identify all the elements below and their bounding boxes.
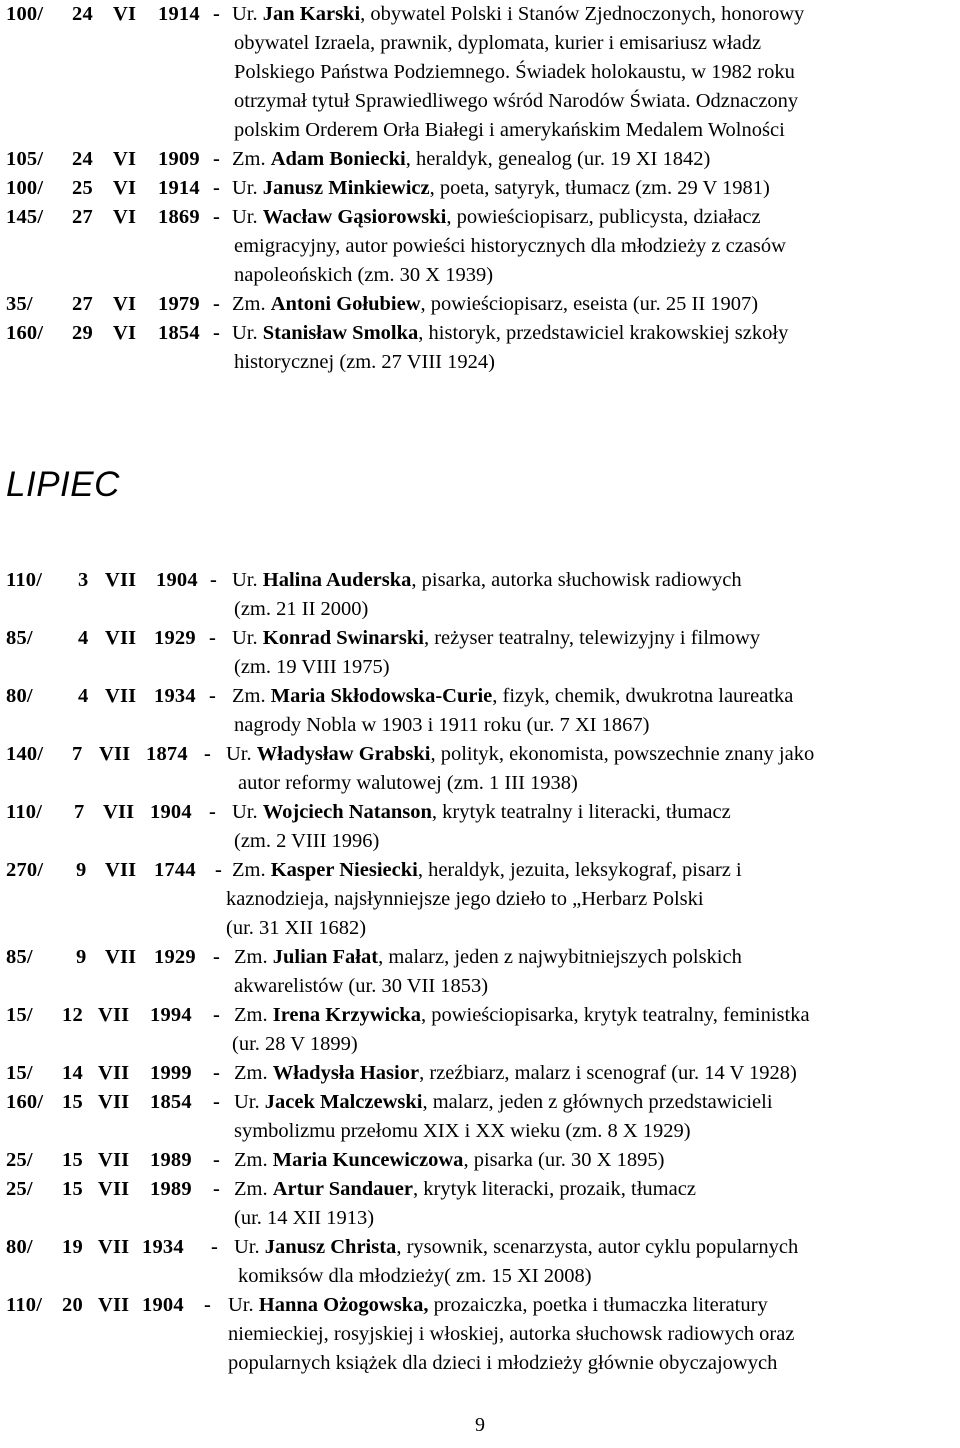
entry-description: historycznej (zm. 27 VIII 1924) bbox=[234, 351, 495, 373]
entry-month: VII bbox=[98, 1236, 130, 1258]
entry-continuation-line bbox=[6, 1262, 960, 1291]
entry-year: 1904 bbox=[150, 801, 192, 823]
entry-continuation-line bbox=[6, 58, 960, 87]
entry-dash: - bbox=[213, 293, 221, 315]
entry-day: 15 bbox=[62, 1149, 83, 1171]
entry-description: , pisarka, autorka słuchowisk radiowych bbox=[411, 569, 742, 591]
entry-continuation-line bbox=[6, 261, 960, 290]
entry-description: polskim Orderem Orła Białegi i amerykańskim Medalem Wolności bbox=[234, 119, 785, 141]
entry-day: 20 bbox=[62, 1294, 83, 1316]
entry-month: VII bbox=[105, 859, 137, 881]
entry-continuation-line bbox=[6, 116, 960, 145]
entry-year: 1934 bbox=[154, 685, 196, 707]
entry-description: (zm. 2 VIII 1996) bbox=[234, 830, 380, 852]
entry-month: VII bbox=[98, 1091, 130, 1113]
event-type: Ur. bbox=[232, 206, 263, 228]
entry-dash: - bbox=[213, 206, 221, 228]
event-type: Ur. bbox=[232, 177, 263, 199]
entry-text bbox=[232, 0, 804, 29]
entry-day: 7 bbox=[74, 801, 85, 823]
anniversary-number: 80/ bbox=[6, 685, 33, 707]
anniversary-number: 160/ bbox=[6, 1091, 44, 1113]
entry-first-line bbox=[6, 174, 960, 203]
entry-dash: - bbox=[204, 743, 212, 765]
anniversary-number: 140/ bbox=[6, 743, 44, 765]
entry-text bbox=[232, 566, 742, 595]
person-name: Halina Auderska bbox=[262, 569, 412, 591]
entry-month: VI bbox=[113, 322, 137, 344]
entry-continuation-line bbox=[6, 1117, 960, 1146]
entry-description: otrzymał tytuł Sprawiedliwego wśród Narodów Świata. Odznaczony bbox=[234, 90, 799, 112]
entry-day: 7 bbox=[72, 743, 83, 765]
june-section bbox=[6, 0, 960, 377]
entry-description: napoleońskich (zm. 30 X 1939) bbox=[234, 264, 494, 286]
entry-first-line bbox=[6, 1175, 960, 1204]
person-name: Kasper Niesiecki bbox=[270, 859, 418, 881]
entry-description: (ur. 31 XII 1682) bbox=[226, 917, 367, 939]
entry-text bbox=[232, 174, 770, 203]
entry-year: 1929 bbox=[154, 627, 196, 649]
anniversary-number: 110/ bbox=[6, 569, 43, 591]
calendar-entry bbox=[6, 624, 960, 682]
entry-first-line bbox=[6, 943, 960, 972]
entry-description: , krytyk literacki, prozaik, tłumacz bbox=[413, 1178, 696, 1200]
entry-month: VII bbox=[105, 627, 137, 649]
entry-dash: - bbox=[213, 177, 221, 199]
entry-description: , malarz, jeden z głównych przedstawicieli bbox=[422, 1091, 773, 1113]
person-name: Hanna Ożogowska, bbox=[258, 1294, 429, 1316]
calendar-entry bbox=[6, 682, 960, 740]
entry-day: 14 bbox=[62, 1062, 83, 1084]
entry-first-line bbox=[6, 1088, 960, 1117]
anniversary-number: 160/ bbox=[6, 322, 44, 344]
entry-year: 1989 bbox=[150, 1149, 192, 1171]
entry-description: , malarz, jeden z najwybitniejszych polskich bbox=[378, 946, 742, 968]
entry-year: 1914 bbox=[158, 177, 200, 199]
july-section bbox=[6, 566, 960, 1378]
entry-continuation-line bbox=[6, 595, 960, 624]
entry-first-line bbox=[6, 1001, 960, 1030]
calendar-entry bbox=[6, 203, 960, 290]
entry-text bbox=[232, 798, 731, 827]
entry-description: Polskiego Państwa Podziemnego. Świadek holokaustu, w 1982 roku bbox=[234, 61, 795, 83]
anniversary-number: 110/ bbox=[6, 1294, 43, 1316]
entry-first-line bbox=[6, 566, 960, 595]
entry-day: 9 bbox=[76, 859, 87, 881]
entry-year: 1744 bbox=[154, 859, 196, 881]
person-name: Maria Skłodowska-Curie bbox=[270, 685, 493, 707]
entry-description: niemieckiej, rosyjskiej i włoskiej, autorka słuchowsk radiowych oraz bbox=[228, 1323, 795, 1345]
entry-description: komiksów dla młodzieży( zm. 15 XI 2008) bbox=[238, 1265, 592, 1287]
entry-description: , obywatel Polski i Stanów Zjednoczonych, honorowy bbox=[360, 3, 805, 25]
entry-dash: - bbox=[211, 1236, 219, 1258]
calendar-entry bbox=[6, 0, 960, 145]
entry-year: 1874 bbox=[146, 743, 188, 765]
entry-text bbox=[232, 145, 710, 174]
calendar-entry bbox=[6, 145, 960, 174]
entry-continuation-line bbox=[6, 1320, 960, 1349]
entry-text bbox=[234, 1175, 696, 1204]
entry-first-line bbox=[6, 0, 960, 29]
event-type: Zm. bbox=[234, 946, 273, 968]
person-name: Maria Kuncewiczowa bbox=[272, 1149, 464, 1171]
entry-continuation-line bbox=[6, 1204, 960, 1233]
entry-day: 4 bbox=[78, 685, 89, 707]
entry-continuation-line bbox=[6, 29, 960, 58]
person-name: Jan Karski bbox=[262, 3, 361, 25]
entry-description: (ur. 14 XII 1913) bbox=[234, 1207, 375, 1229]
event-type: Ur. bbox=[234, 1236, 265, 1258]
entry-text bbox=[226, 740, 814, 769]
event-type: Ur. bbox=[226, 743, 257, 765]
event-type: Zm. bbox=[234, 1062, 273, 1084]
entry-day: 12 bbox=[62, 1004, 83, 1026]
event-type: Ur. bbox=[234, 1091, 265, 1113]
entry-continuation-line bbox=[6, 972, 960, 1001]
entry-day: 15 bbox=[62, 1091, 83, 1113]
entry-description: (zm. 21 II 2000) bbox=[234, 598, 369, 620]
entry-continuation-line bbox=[6, 1030, 960, 1059]
entry-month: VI bbox=[113, 206, 137, 228]
calendar-entry bbox=[6, 856, 960, 943]
entry-year: 1999 bbox=[150, 1062, 192, 1084]
entry-day: 15 bbox=[62, 1178, 83, 1200]
entry-first-line bbox=[6, 145, 960, 174]
entry-first-line bbox=[6, 1233, 960, 1262]
entry-day: 24 bbox=[72, 3, 93, 25]
anniversary-number: 15/ bbox=[6, 1062, 33, 1084]
page-number: 9 bbox=[475, 1414, 485, 1436]
person-name: Konrad Swinarski bbox=[262, 627, 424, 649]
person-name: Artur Sandauer bbox=[272, 1178, 414, 1200]
person-name: Władysław Grabski bbox=[256, 743, 431, 765]
entry-continuation-line bbox=[6, 711, 960, 740]
entry-month: VII bbox=[99, 743, 131, 765]
entry-description: prozaiczka, poetka i tłumaczka literatury bbox=[428, 1294, 768, 1316]
anniversary-number: 100/ bbox=[6, 3, 44, 25]
entry-dash: - bbox=[213, 1062, 221, 1084]
entry-month: VI bbox=[113, 293, 137, 315]
entry-description: , fizyk, chemik, dwukrotna laureatka bbox=[492, 685, 794, 707]
entry-text bbox=[228, 1291, 768, 1320]
person-name: Wojciech Natanson bbox=[262, 801, 432, 823]
event-type: Ur. bbox=[232, 627, 263, 649]
entry-description: , poeta, satyryk, tłumacz (zm. 29 V 1981) bbox=[429, 177, 770, 199]
entry-dash: - bbox=[213, 1149, 221, 1171]
entry-month: VII bbox=[105, 685, 137, 707]
entry-text bbox=[232, 682, 793, 711]
entry-description: emigracyjny, autor powieści historycznych dla młodzieży z czasów bbox=[234, 235, 786, 257]
entry-year: 1914 bbox=[158, 3, 200, 25]
entry-dash: - bbox=[204, 1294, 212, 1316]
anniversary-number: 25/ bbox=[6, 1149, 33, 1171]
calendar-entry bbox=[6, 319, 960, 377]
entry-dash: - bbox=[213, 1091, 221, 1113]
entry-description: nagrody Nobla w 1903 i 1911 roku (ur. 7 XI 1867) bbox=[234, 714, 650, 736]
entry-description: akwarelistów (ur. 30 VII 1853) bbox=[234, 975, 489, 997]
entry-day: 4 bbox=[78, 627, 89, 649]
entry-description: kaznodzieja, najsłynniejsze jego dzieło to „Herbarz Polski bbox=[226, 888, 704, 910]
calendar-entry bbox=[6, 1001, 960, 1059]
person-name: Adam Boniecki bbox=[270, 148, 406, 170]
anniversary-number: 80/ bbox=[6, 1236, 33, 1258]
entry-year: 1854 bbox=[158, 322, 200, 344]
entry-day: 24 bbox=[72, 148, 93, 170]
entry-description: popularnych książek dla dzieci i młodzieży głównie obyczajowych bbox=[228, 1352, 778, 1374]
person-name: Wacław Gąsiorowski bbox=[262, 206, 447, 228]
calendar-entry bbox=[6, 943, 960, 1001]
entry-description: symbolizmu przełomu XIX i XX wieku (zm. 8 X 1929) bbox=[234, 1120, 691, 1142]
entry-day: 9 bbox=[76, 946, 87, 968]
anniversary-number: 145/ bbox=[6, 206, 44, 228]
event-type: Zm. bbox=[234, 1178, 273, 1200]
entry-description: (zm. 19 VIII 1975) bbox=[234, 656, 390, 678]
event-type: Zm. bbox=[234, 1149, 273, 1171]
entry-continuation-line bbox=[6, 769, 960, 798]
entry-description: obywatel Izraela, prawnik, dyplomata, kurier i emisariusz władz bbox=[234, 32, 762, 54]
calendar-entry bbox=[6, 740, 960, 798]
entry-month: VII bbox=[103, 801, 135, 823]
entry-dash: - bbox=[209, 801, 217, 823]
person-name: Jacek Malczewski bbox=[264, 1091, 423, 1113]
entry-continuation-line bbox=[6, 232, 960, 261]
entry-description: (ur. 28 V 1899) bbox=[232, 1033, 358, 1055]
entry-description: , heraldyk, genealog (ur. 19 XI 1842) bbox=[405, 148, 711, 170]
entry-dash: - bbox=[210, 569, 218, 591]
entry-continuation-line bbox=[6, 885, 960, 914]
entry-day: 27 bbox=[72, 293, 93, 315]
entry-year: 1979 bbox=[158, 293, 200, 315]
entry-first-line bbox=[6, 798, 960, 827]
entry-year: 1994 bbox=[150, 1004, 192, 1026]
entry-first-line bbox=[6, 1291, 960, 1320]
entry-year: 1904 bbox=[142, 1294, 184, 1316]
event-type: Ur. bbox=[232, 569, 263, 591]
entry-dash: - bbox=[213, 148, 221, 170]
entry-dash: - bbox=[213, 3, 221, 25]
entry-continuation-line bbox=[6, 827, 960, 856]
calendar-entry bbox=[6, 1146, 960, 1175]
entry-description: , pisarka (ur. 30 X 1895) bbox=[463, 1149, 665, 1171]
entry-description: , heraldyk, jezuita, leksykograf, pisarz i bbox=[417, 859, 742, 881]
event-type: Zm. bbox=[232, 859, 271, 881]
entry-month: VI bbox=[113, 177, 137, 199]
entry-first-line bbox=[6, 203, 960, 232]
entry-day: 3 bbox=[78, 569, 89, 591]
person-name: Antoni Gołubiew bbox=[270, 293, 421, 315]
calendar-entry bbox=[6, 290, 960, 319]
entry-description: , powieściopisarz, eseista (ur. 25 II 1907) bbox=[420, 293, 759, 315]
entry-text bbox=[232, 319, 788, 348]
calendar-entry bbox=[6, 174, 960, 203]
event-type: Ur. bbox=[232, 322, 263, 344]
entry-month: VII bbox=[98, 1004, 130, 1026]
person-name: Stanisław Smolka bbox=[262, 322, 419, 344]
person-name: Władysła Hasior bbox=[272, 1062, 420, 1084]
person-name: Irena Krzywicka bbox=[272, 1004, 421, 1026]
entry-dash: - bbox=[213, 1178, 221, 1200]
entry-year: 1854 bbox=[150, 1091, 192, 1113]
entry-first-line bbox=[6, 319, 960, 348]
entry-dash: - bbox=[213, 322, 221, 344]
anniversary-number: 105/ bbox=[6, 148, 44, 170]
entry-description: , reżyser teatralny, telewizyjny i filmowy bbox=[423, 627, 761, 649]
calendar-entry bbox=[6, 1175, 960, 1233]
entry-description: , historyk, przedstawiciel krakowskiej szkoły bbox=[418, 322, 789, 344]
entry-text bbox=[234, 1001, 810, 1030]
anniversary-number: 25/ bbox=[6, 1178, 33, 1200]
entry-text bbox=[234, 1146, 664, 1175]
anniversary-number: 110/ bbox=[6, 801, 43, 823]
entry-dash: - bbox=[215, 859, 223, 881]
entry-day: 27 bbox=[72, 206, 93, 228]
entry-description: , powieściopisarka, krytyk teatralny, feministka bbox=[420, 1004, 810, 1026]
entry-first-line bbox=[6, 290, 960, 319]
event-type: Zm. bbox=[234, 1004, 273, 1026]
entry-dash: - bbox=[209, 627, 217, 649]
entry-first-line bbox=[6, 1059, 960, 1088]
entry-day: 29 bbox=[72, 322, 93, 344]
entry-first-line bbox=[6, 682, 960, 711]
entry-description: , rysownik, scenarzysta, autor cyklu popularnych bbox=[396, 1236, 799, 1258]
entry-month: VII bbox=[98, 1294, 130, 1316]
entry-first-line bbox=[6, 856, 960, 885]
entry-dash: - bbox=[213, 1004, 221, 1026]
entry-year: 1909 bbox=[158, 148, 200, 170]
anniversary-number: 100/ bbox=[6, 177, 44, 199]
event-type: Zm. bbox=[232, 148, 271, 170]
entry-dash: - bbox=[213, 946, 221, 968]
event-type: Ur. bbox=[232, 801, 263, 823]
calendar-entry bbox=[6, 1291, 960, 1378]
entry-day: 25 bbox=[72, 177, 93, 199]
anniversary-number: 85/ bbox=[6, 627, 33, 649]
entry-year: 1929 bbox=[154, 946, 196, 968]
person-name: Julian Fałat bbox=[272, 946, 379, 968]
entry-description: , rzeźbiarz, malarz i scenograf (ur. 14 V 1928) bbox=[419, 1062, 797, 1084]
event-type: Ur. bbox=[228, 1294, 259, 1316]
entry-year: 1934 bbox=[142, 1236, 184, 1258]
entry-continuation-line bbox=[6, 653, 960, 682]
entry-description: , polityk, ekonomista, powszechnie znany jako bbox=[430, 743, 815, 765]
entry-year: 1989 bbox=[150, 1178, 192, 1200]
event-type: Ur. bbox=[232, 3, 263, 25]
person-name: Janusz Minkiewicz bbox=[262, 177, 430, 199]
entry-month: VII bbox=[98, 1062, 130, 1084]
calendar-entry bbox=[6, 566, 960, 624]
anniversary-number: 270/ bbox=[6, 859, 44, 881]
entry-first-line bbox=[6, 740, 960, 769]
entry-year: 1904 bbox=[156, 569, 198, 591]
entry-text bbox=[232, 290, 758, 319]
event-type: Zm. bbox=[232, 293, 271, 315]
entry-continuation-line bbox=[6, 1349, 960, 1378]
entry-text bbox=[232, 856, 742, 885]
person-name: Janusz Christa bbox=[264, 1236, 397, 1258]
anniversary-number: 15/ bbox=[6, 1004, 33, 1026]
event-type: Zm. bbox=[232, 685, 271, 707]
entry-description: , powieściopisarz, publicysta, działacz bbox=[446, 206, 761, 228]
entry-month: VII bbox=[105, 946, 137, 968]
entry-continuation-line bbox=[6, 348, 960, 377]
entry-dash: - bbox=[209, 685, 217, 707]
entry-continuation-line bbox=[6, 914, 960, 943]
entry-text bbox=[232, 624, 760, 653]
entry-month: VII bbox=[98, 1149, 130, 1171]
entry-month: VII bbox=[98, 1178, 130, 1200]
entry-month: VII bbox=[105, 569, 137, 591]
entry-year: 1869 bbox=[158, 206, 200, 228]
entry-text bbox=[234, 943, 742, 972]
entry-month: VI bbox=[113, 148, 137, 170]
entry-text bbox=[232, 203, 761, 232]
entry-text bbox=[234, 1059, 797, 1088]
entry-first-line bbox=[6, 1146, 960, 1175]
entry-text bbox=[234, 1088, 773, 1117]
entry-text bbox=[234, 1233, 798, 1262]
calendar-entry bbox=[6, 798, 960, 856]
entry-description: , krytyk teatralny i literacki, tłumacz bbox=[431, 801, 731, 823]
entry-continuation-line bbox=[6, 87, 960, 116]
anniversary-number: 85/ bbox=[6, 946, 33, 968]
entry-day: 19 bbox=[62, 1236, 83, 1258]
calendar-entry bbox=[6, 1233, 960, 1291]
section-heading-july: LIPIEC bbox=[6, 465, 120, 504]
entry-description: autor reformy walutowej (zm. 1 III 1938) bbox=[238, 772, 578, 794]
calendar-entry bbox=[6, 1059, 960, 1088]
calendar-entry bbox=[6, 1088, 960, 1146]
entry-month: VI bbox=[113, 3, 137, 25]
anniversary-number: 35/ bbox=[6, 293, 33, 315]
entry-first-line bbox=[6, 624, 960, 653]
